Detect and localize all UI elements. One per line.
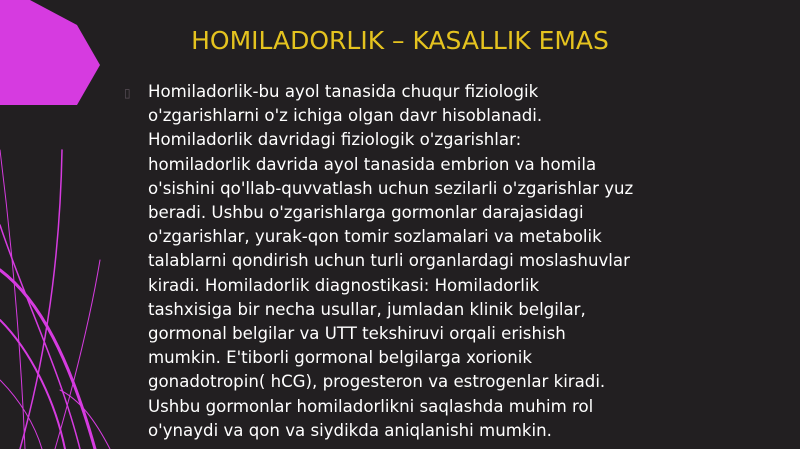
slide-body-text: Homiladorlik-bu ayol tanasida chuqur fiziologik o'zgarishlarni o'z ichiga olgan davr hisoblanadi. Homiladorlik davridagi fiziologik o'zgarishlar: homiladorlik davrida ayol tanasida embrion va homila o'sishini qo'llab-quvvatlash uchun sezilarli o'zgarishlar yuz beradi. Ushbu o'zgarishlarga gormonlar darajasidagi o'zgarishlar, yurak-qon tomir sozlamalari va metabolik talablarni qondirish uchun turli organlardagi moslashuvlar kiradi. Homiladorlik diagnostikasi: Homiladorlik tashxisiga bir necha usullar, jumladan klinik belgilar, gormonal belgilar va UTT tekshiruvi orqali erishish mumkin. E'tiborli gormonal belgilarga xorionik gonadotropin( hCG), progesteron va estrogenlar kiradi. Ushbu gormonlar homiladorlikni saqlashda muhim rol o'ynaydi va qon va siydikda aniqlanishi mumkin. xyxy=(148,82,634,440)
slide-title: HOMILADORLIK – KASALLIK EMAS xyxy=(191,26,609,55)
square-bullet-icon: ▯ xyxy=(124,86,131,100)
accent-arrow-tab xyxy=(0,0,100,105)
